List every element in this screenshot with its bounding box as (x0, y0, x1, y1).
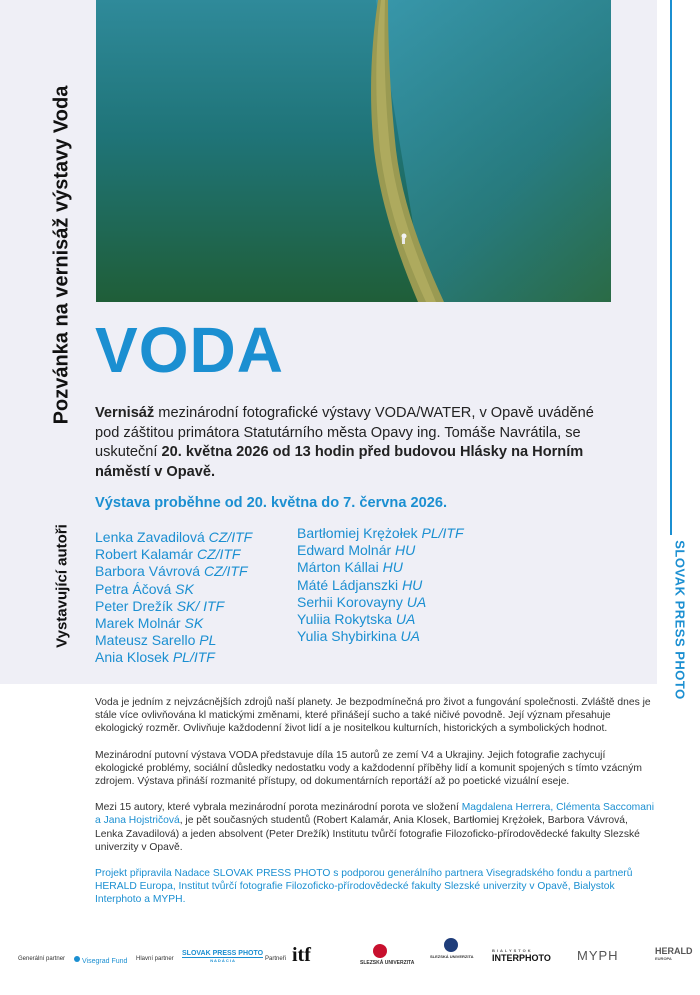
author-item: Barbora Vávrová CZ/ITF (95, 563, 248, 580)
intro-lead: Vernisáž (95, 405, 155, 421)
water-sandbar-image (96, 0, 611, 302)
author-item: Edward Molnár HU (297, 542, 416, 559)
slezska-itf-logo: SLEZSKÁ UNIVERZITA (430, 938, 472, 959)
exhibition-title: VODA (95, 314, 284, 386)
authors-column-1 (95, 529, 252, 667)
jury-names: Magdalena Herrera, Clémenta Saccomani a Jana Hojstričová (95, 802, 654, 827)
accent-divider-line (670, 0, 672, 535)
author-item: Ania Klosek PL/ITF (95, 649, 215, 666)
aerial-photo (96, 0, 611, 302)
exhibition-dates: Výstava proběhne od 20. května do 7. června 2026. (95, 495, 448, 511)
intro-paragraph (95, 404, 615, 482)
author-item: Máté Ládjanszki HU (297, 576, 423, 593)
author-item: Marek Molnár SK (95, 615, 204, 632)
side-authors-label: Vystavující autoři (53, 524, 71, 648)
body-text (95, 696, 655, 920)
interphoto-logo: BIALYSTOK INTERPHOTO (492, 948, 551, 963)
author-item: Mateusz Sarello PL (95, 632, 217, 649)
body-paragraph-2: Mezinárodní putovní výstava VODA představuje díla 15 autorů ze zemí V4 a Ukrajiny. Jejich fotografie zachycují ekologické problémy, sociální důsledky nedostatku vody a každodenní příběhy lidí a komunit spojených s tímto vzácným zdrojem. Výstava přináší rozmanité přístupy, od dokumentárních reportáží až po poetické vizuální eseje. (95, 749, 642, 788)
body-paragraph-1: Voda je jedním z nejvzácnějších zdrojů naší planety. Je bezpodmínečná pro život a fungování společnosti. Zvláště dnes je stále více ovlivňována kl matickými změnami, které přinášejí sucho a také ničivé povodně. Její význam přesahuje ekologický rozměr. Ovlivňuje každodenní život lidí a je nositelkou kulturních, historických a symbolických hodnot. (95, 697, 651, 735)
slezska-itf-emblem-icon (444, 938, 458, 952)
author-item: Lenka Zavadilová CZ/ITF (95, 529, 253, 545)
main-partner-label: Hlavní partner (136, 956, 174, 962)
partners-footer (0, 938, 700, 978)
author-item: Serhii Korovayny UA (297, 593, 427, 610)
general-partner-label: Generální partner (18, 956, 66, 962)
spp-logo: SLOVAK PRESS PHOTO N A D Á C I A (182, 950, 264, 963)
authors-column-2 (297, 525, 464, 645)
author-item: Bartłomiej Krężołek PL/ITF (297, 525, 464, 541)
slezska-logo: SLEZSKÁ UNIVERZITA (360, 944, 400, 966)
visegrad-fund-logo: Visegrad Fund (74, 950, 127, 968)
author-item: Peter Drežík SK/ ITF (95, 597, 225, 614)
author-item: Yuliia Rokytska UA (297, 611, 416, 628)
itf-logo: itf (292, 944, 311, 966)
partners-label: Partneři (265, 956, 287, 962)
author-item: Petra Áčová SK (95, 580, 194, 597)
body-paragraph-3: Mezi 15 autory, které vybrala mezinárodní porota mezinárodní porota ve složení Magdalena Herrera, Clémenta Saccomani a Jana Hojstričová, je pět současných studentů (Robert Kalamár, Ania Klosek, Bartłomiej Krężołek, Barbora Vávrová, Lenka Zavadilová) a jeden absolvent (Peter Drežík) Institutu tvůrčí fotografie Filozoficko-přírodovědecké fakulty Slezské univerzity v Opavě. (95, 802, 654, 853)
side-title-invitation: Pozvánka na vernisáž výstavy Voda (50, 85, 73, 425)
brand-vertical: SLOVAK PRESS PHOTO (672, 540, 688, 700)
myph-logo: MYPH (577, 948, 619, 963)
author-item: Robert Kalamár CZ/ITF (95, 546, 241, 563)
intro-date: 20. května 2026 od 13 hodin před budovou Hlásky na Horním náměstí v Opavě. (95, 444, 584, 480)
slezska-emblem-icon (373, 944, 387, 958)
intro-text: mezinárodní fotografické výstavy VODA/WATER, v Opavě uváděné pod záštitou primátora Statutárního města Opavy ing. Tomáše Navrátila, se uskuteční (95, 405, 594, 460)
author-item: Márton Kállai HU (297, 559, 403, 576)
author-item: Yulia Shybirkina UA (297, 628, 420, 645)
herald-logo: HERALD EUROPA (655, 946, 693, 961)
body-paragraph-4: Projekt připravila Nadace SLOVAK PRESS PHOTO s podporou generálního partnera Visegradského fondu a partnerů HERALD Europa, Institut tvůrčí fotografie Filozoficko-přírodovědecké fakulty Slezské univerzity v Opavě, Bialystok Interphoto a MYPH. (95, 868, 633, 906)
